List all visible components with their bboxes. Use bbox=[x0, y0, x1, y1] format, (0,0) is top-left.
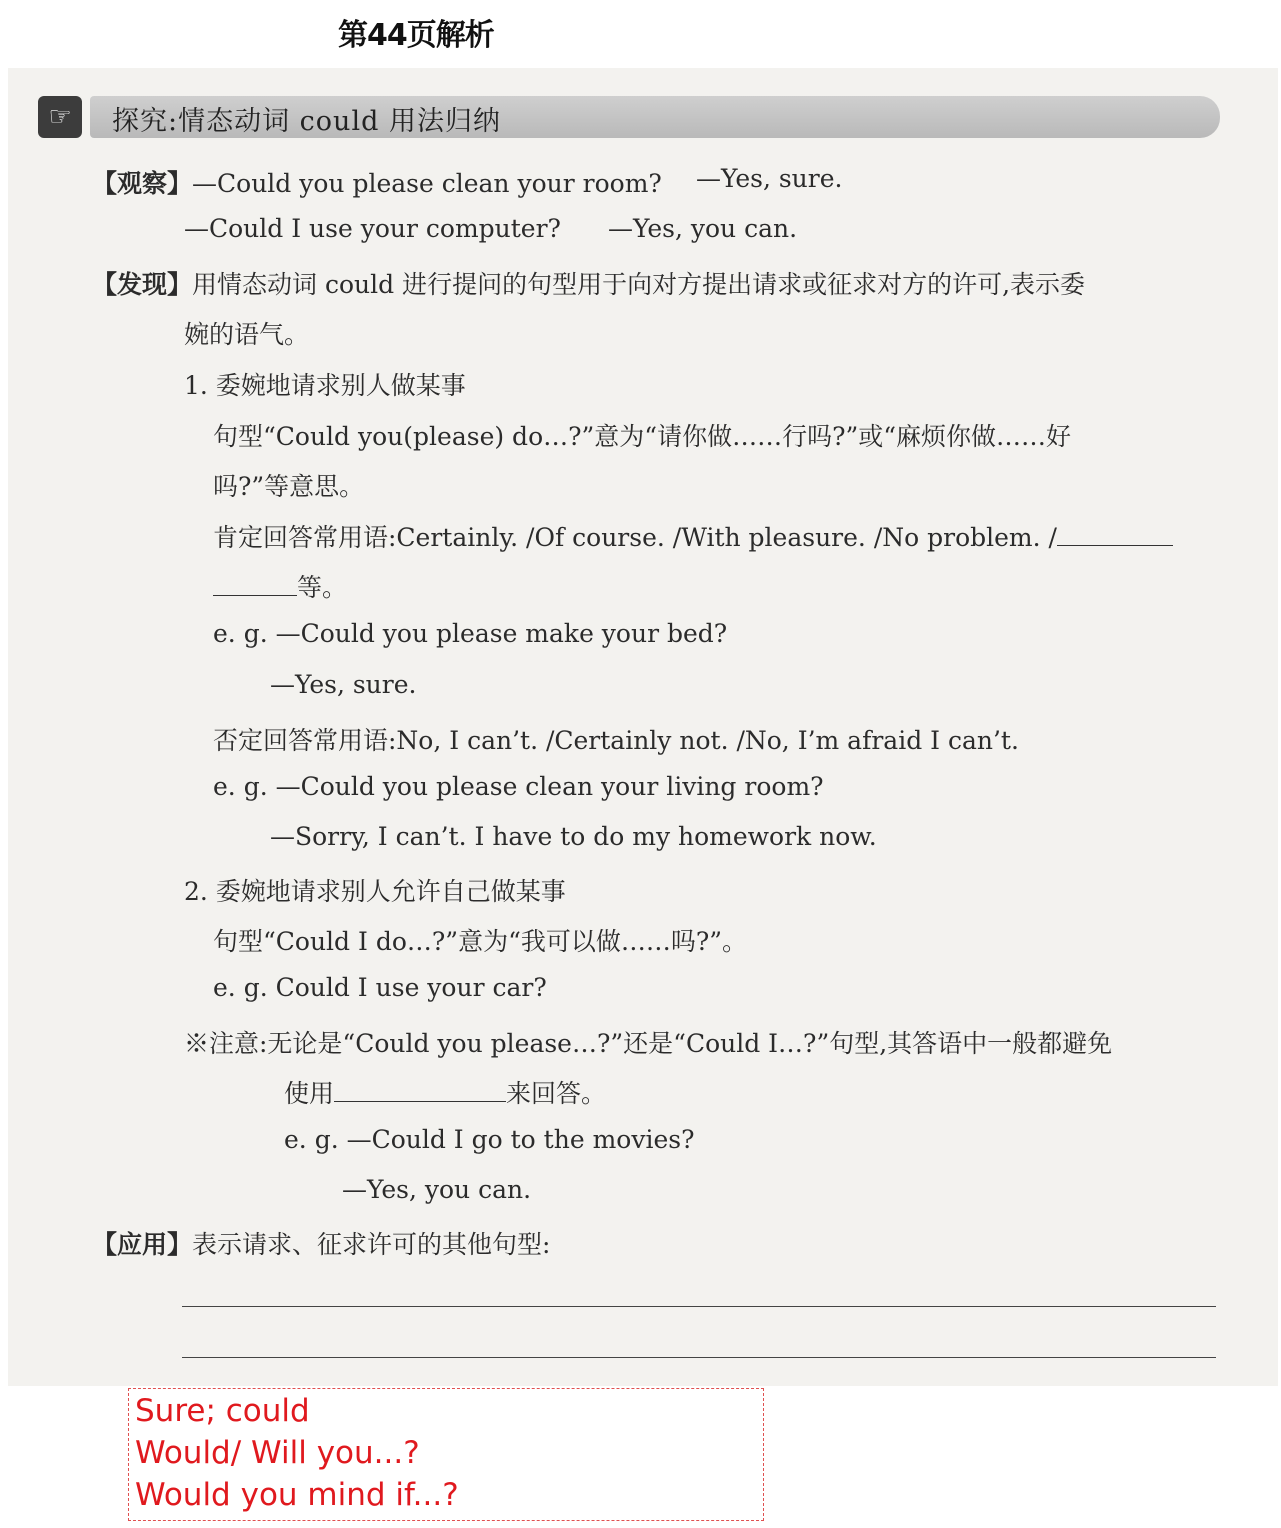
discover-text-1: 用情态动词 could 进行提问的句型用于向对方提出请求或征求对方的许可,表示委 bbox=[192, 270, 1086, 299]
point1-pattern-1: 句型“Could you(please) do…?”意为“请你做……行吗?”或“麻烦你做……好 bbox=[213, 422, 1072, 451]
positive-answers: 肯定回答常用语:Certainly. /Of course. /With pleasure. /No problem. / bbox=[213, 523, 1057, 552]
observe-row-1 bbox=[92, 164, 662, 200]
answer-line-2 bbox=[182, 1357, 1216, 1358]
point1-title: 1. 委婉地请求别人做某事 bbox=[184, 371, 466, 400]
point1-positive-1 bbox=[213, 518, 1173, 554]
answer-3: Would you mind if...? bbox=[135, 1477, 459, 1513]
answer-1: Sure; could bbox=[135, 1393, 310, 1429]
discover-text-2: 婉的语气。 bbox=[184, 320, 310, 349]
observe-a2: —Yes, you can. bbox=[608, 214, 798, 243]
negative-answers: 否定回答常用语:No, I can’t. /Certainly not. /No, I’m afraid I can’t. bbox=[213, 726, 1019, 755]
fill-blank-1a bbox=[1057, 521, 1173, 546]
observe-q2: —Could I use your computer? bbox=[184, 214, 561, 243]
observe-q1: —Could you please clean your room? bbox=[192, 169, 662, 198]
discover-label: 【发现】 bbox=[92, 270, 193, 299]
note-line-1: ※注意:无论是“Could you please…?”还是“Could I…?”句型,其答语中一般都避免 bbox=[184, 1029, 1113, 1058]
eg1-question: e. g. —Could you please make your bed? bbox=[213, 619, 728, 648]
apply-label: 【应用】 bbox=[92, 1230, 193, 1259]
note-prefix: 使用 bbox=[284, 1079, 335, 1108]
note-eg-answer: —Yes, you can. bbox=[342, 1175, 532, 1204]
answer-line-1 bbox=[182, 1306, 1216, 1307]
discover-row-1 bbox=[92, 265, 1085, 301]
point2-example: e. g. Could I use your car? bbox=[213, 973, 547, 1002]
apply-row bbox=[92, 1225, 550, 1261]
page-title: 第44页解析 bbox=[338, 18, 494, 53]
answer-box bbox=[128, 1388, 764, 1521]
point1-pattern-2: 吗?”等意思。 bbox=[213, 472, 365, 501]
note-suffix: 来回答。 bbox=[506, 1079, 607, 1108]
point2-pattern: 句型“Could I do…?”意为“我可以做……吗?”。 bbox=[213, 927, 748, 956]
fill-blank-1b bbox=[213, 571, 297, 596]
observe-a1: —Yes, sure. bbox=[696, 164, 843, 193]
positive-suffix: 等。 bbox=[297, 573, 348, 602]
note-eg-question: e. g. —Could I go to the movies? bbox=[284, 1125, 695, 1154]
observe-label: 【观察】 bbox=[92, 169, 193, 198]
point1-positive-2 bbox=[213, 568, 347, 604]
apply-text: 表示请求、征求许可的其他句型: bbox=[192, 1230, 551, 1259]
eg2-question: e. g. —Could you please clean your living room? bbox=[213, 772, 824, 801]
pointing-hand-icon: ☞ bbox=[38, 96, 82, 138]
section-header-text: 探究:情态动词 could 用法归纳 bbox=[112, 106, 501, 137]
eg1-answer: —Yes, sure. bbox=[270, 670, 417, 699]
eg2-answer: —Sorry, I can’t. I have to do my homework now. bbox=[270, 822, 877, 851]
answer-2: Would/ Will you...? bbox=[135, 1435, 420, 1471]
fill-blank-2 bbox=[334, 1077, 506, 1102]
section-header bbox=[38, 94, 1220, 140]
note-line-2 bbox=[284, 1074, 606, 1110]
point2-title: 2. 委婉地请求别人允许自己做某事 bbox=[184, 877, 566, 906]
